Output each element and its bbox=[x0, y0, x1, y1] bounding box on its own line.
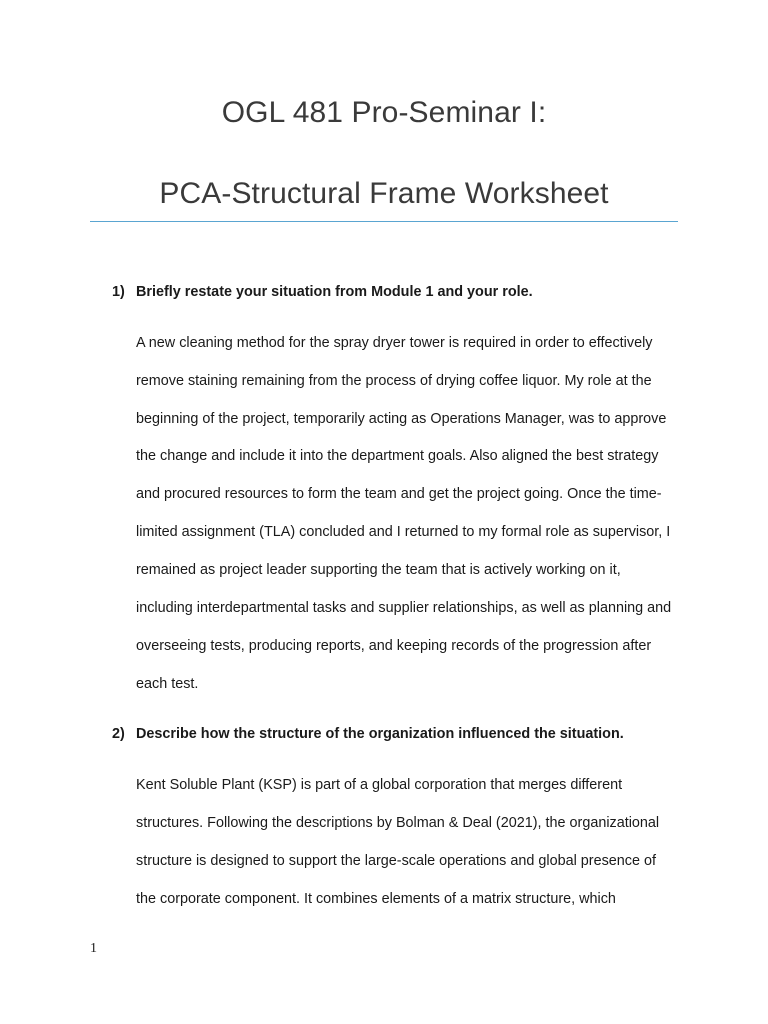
answer-1-line: A new cleaning method for the spray dryer tower is required in order to effectively bbox=[136, 335, 653, 351]
answer-1-line: beginning of the project, temporarily acting as Operations Manager, was to approve bbox=[136, 411, 667, 427]
answer-2-line: structure is designed to support the large-scale operations and global presence of bbox=[136, 853, 656, 869]
document-title-line-2: PCA-Structural Frame Worksheet bbox=[159, 177, 609, 210]
answer-1-line: including interdepartmental tasks and supplier relationships, as well as planning and bbox=[136, 600, 672, 616]
page-number: 1 bbox=[90, 941, 97, 956]
answer-1-line: overseeing tests, producing reports, and keeping records of the progression after bbox=[136, 638, 652, 654]
question-1-prompt: Briefly restate your situation from Module 1 and your role. bbox=[136, 284, 533, 300]
document-title-line-1: OGL 481 Pro-Seminar I: bbox=[221, 96, 547, 129]
answer-2-line: structures. Following the descriptions by Bolman & Deal (2021), the organizational bbox=[136, 815, 660, 831]
question-2-number: 2) bbox=[112, 726, 125, 742]
question-2-prompt: Describe how the structure of the organization influenced the situation. bbox=[136, 726, 624, 742]
answer-1-line: limited assignment (TLA) concluded and I returned to my formal role as supervisor, I bbox=[136, 524, 671, 540]
answer-1-line: and procured resources to form the team and get the project going. Once the time- bbox=[136, 486, 662, 502]
question-1 bbox=[112, 282, 682, 302]
answer-1-line: each test. bbox=[136, 676, 199, 692]
question-2 bbox=[112, 724, 682, 744]
answer-1-line: remove staining remaining from the process of drying coffee liquor. My role at the bbox=[136, 373, 652, 389]
answer-2-line: Kent Soluble Plant (KSP) is part of a global corporation that merges different bbox=[136, 777, 623, 793]
question-1-number: 1) bbox=[112, 284, 125, 300]
title-underline-rule bbox=[90, 221, 678, 222]
answer-1-line: the change and include it into the department goals. Also aligned the best strategy bbox=[136, 448, 659, 464]
answer-2-line: the corporate component. It combines elements of a matrix structure, which bbox=[136, 891, 616, 907]
answer-1-line: remained as project leader supporting the team that is actively working on it, bbox=[136, 562, 621, 578]
